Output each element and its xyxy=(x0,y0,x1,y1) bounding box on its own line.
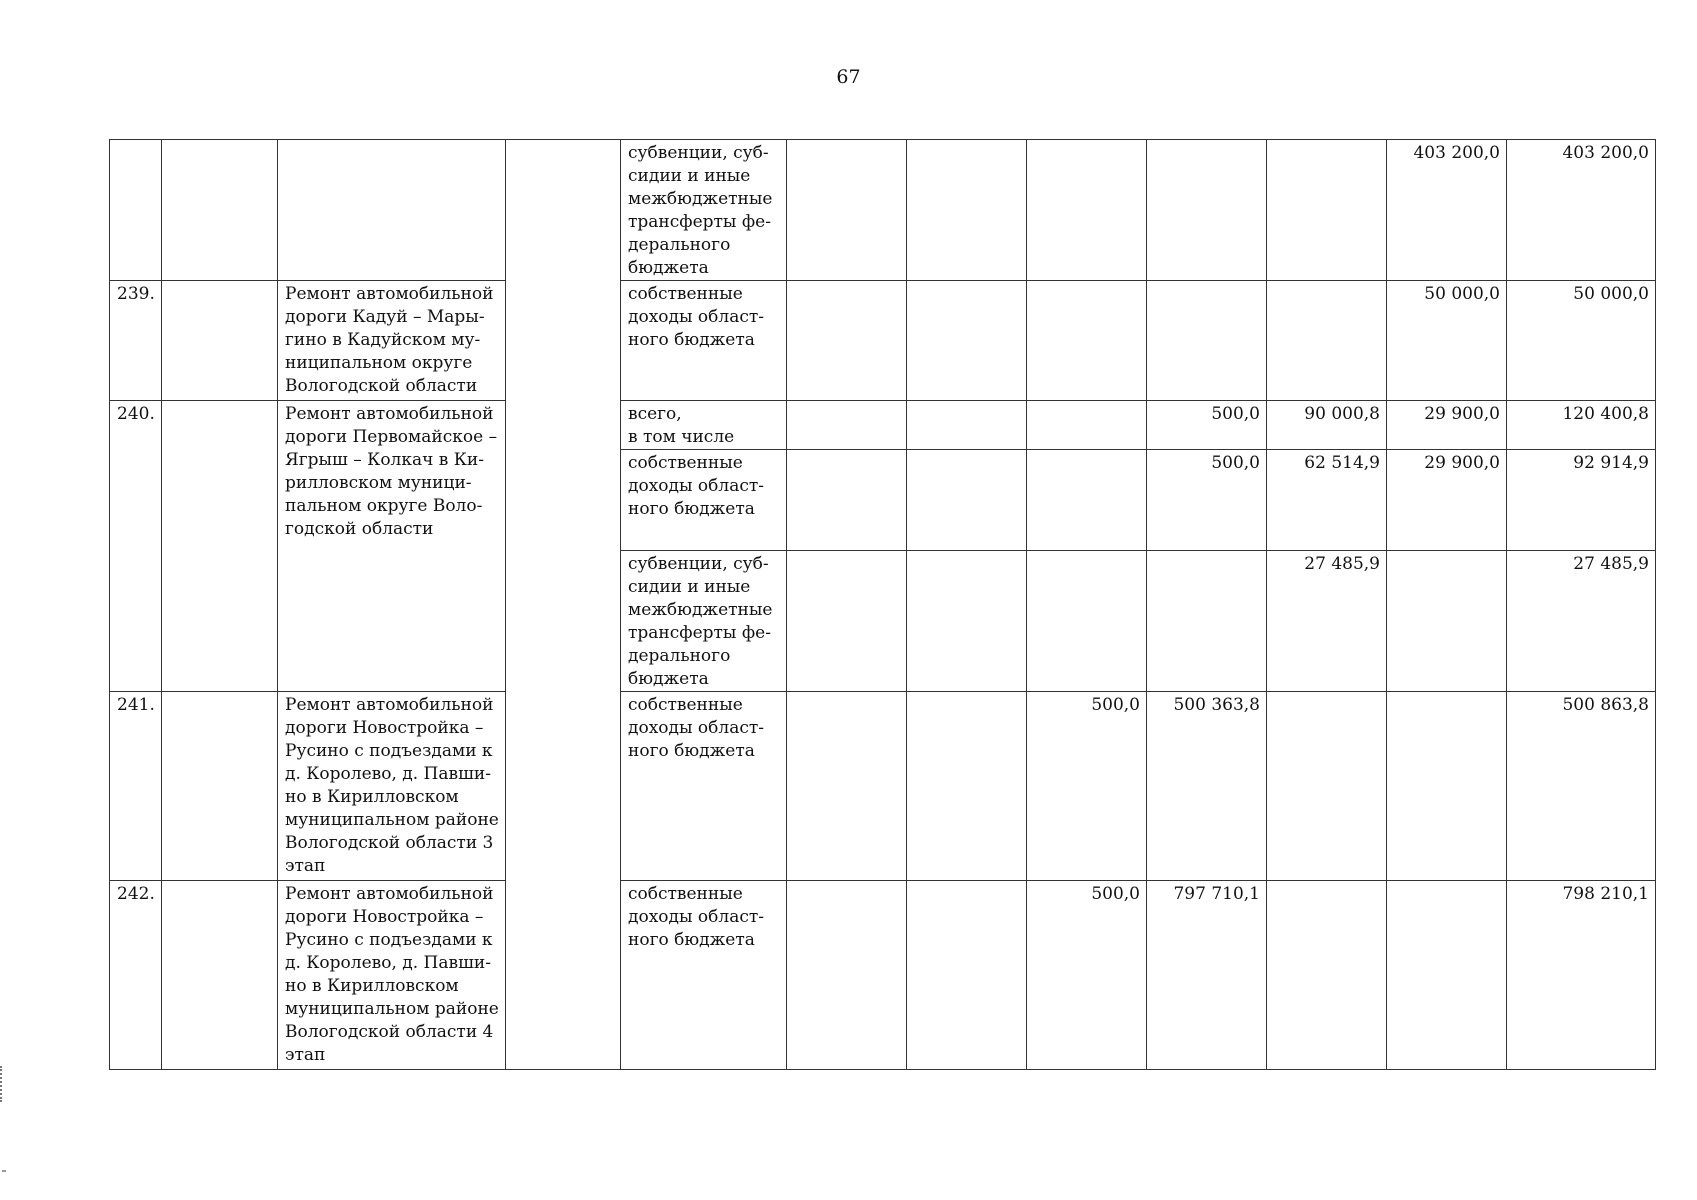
value-cell: 797 710,1 xyxy=(1147,881,1267,1070)
table-row xyxy=(110,881,1656,1070)
value-cell xyxy=(787,140,907,281)
value-cell xyxy=(1267,281,1387,401)
value-cell: 27 485,9 xyxy=(1267,551,1387,692)
value-cell: 90 000,8 xyxy=(1267,401,1387,450)
value-cell xyxy=(1147,140,1267,281)
total-cell: 403 200,0 xyxy=(1507,140,1656,281)
value-cell xyxy=(907,881,1027,1070)
value-cell xyxy=(787,401,907,450)
funding-source: всего, в том числе xyxy=(621,401,787,450)
object-name: Ремонт автомобильной дороги Новостройка – Русино с подъездами к д. Королево, д. Павши- но в Кирилловском муниципальном районе Вологодской области 4 этап xyxy=(278,881,506,1070)
value-cell: 62 514,9 xyxy=(1267,450,1387,551)
empty-cell xyxy=(162,881,278,1070)
budget-table xyxy=(109,139,1656,1070)
value-cell xyxy=(787,551,907,692)
funding-source: собственные доходы област- ного бюджета xyxy=(621,692,787,881)
value-cell xyxy=(1027,401,1147,450)
total-cell: 50 000,0 xyxy=(1507,281,1656,401)
value-cell xyxy=(1027,281,1147,401)
value-cell xyxy=(907,281,1027,401)
value-cell xyxy=(1387,551,1507,692)
value-cell xyxy=(907,551,1027,692)
row-index xyxy=(110,140,162,281)
value-cell xyxy=(1267,881,1387,1070)
total-cell: 27 485,9 xyxy=(1507,551,1656,692)
object-name: Ремонт автомобильной дороги Новостройка – Русино с подъездами к д. Королево, д. Павши- но в Кирилловском муниципальном районе Вологодской области 3 этап xyxy=(278,692,506,881)
value-cell xyxy=(907,450,1027,551)
value-cell: 29 900,0 xyxy=(1387,401,1507,450)
total-cell: 500 863,8 xyxy=(1507,692,1656,881)
value-cell xyxy=(787,450,907,551)
row-index: 242. xyxy=(110,881,162,1070)
row-index: 239. xyxy=(110,281,162,401)
page-number: 67 xyxy=(836,66,861,88)
object-name xyxy=(278,140,506,281)
value-cell: 500 363,8 xyxy=(1147,692,1267,881)
object-name: Ремонт автомобильной дороги Кадуй – Мары- гино в Кадуйском му- ниципальном округе Вологодской области xyxy=(278,281,506,401)
value-cell: 29 900,0 xyxy=(1387,450,1507,551)
funding-source: субвенции, суб- сидии и иные межбюджетные трансферты фе- дерального бюджета xyxy=(621,140,787,281)
value-cell xyxy=(1147,551,1267,692)
value-cell: 50 000,0 xyxy=(1387,281,1507,401)
value-cell xyxy=(1027,551,1147,692)
empty-cell xyxy=(506,140,621,1070)
value-cell xyxy=(787,881,907,1070)
value-cell xyxy=(1027,140,1147,281)
value-cell xyxy=(1267,140,1387,281)
scan-margin-mark xyxy=(2,1170,6,1172)
scan-margin-mark xyxy=(0,1066,7,1102)
value-cell: 500,0 xyxy=(1147,401,1267,450)
value-cell xyxy=(907,140,1027,281)
empty-cell xyxy=(162,281,278,401)
empty-cell xyxy=(162,140,278,281)
value-cell xyxy=(1267,692,1387,881)
funding-source: собственные доходы област- ного бюджета xyxy=(621,881,787,1070)
total-cell: 92 914,9 xyxy=(1507,450,1656,551)
funding-source: собственные доходы област- ного бюджета xyxy=(621,450,787,551)
value-cell xyxy=(1387,881,1507,1070)
value-cell xyxy=(907,401,1027,450)
value-cell: 500,0 xyxy=(1027,692,1147,881)
object-name: Ремонт автомобильной дороги Первомайское – Ягрыш – Колкач в Ки- рилловском муници- пальном округе Воло- годской области xyxy=(278,401,506,692)
value-cell xyxy=(1387,692,1507,881)
value-cell xyxy=(1027,450,1147,551)
value-cell: 403 200,0 xyxy=(1387,140,1507,281)
funding-source: субвенции, суб- сидии и иные межбюджетные трансферты фе- дерального бюджета xyxy=(621,551,787,692)
total-cell: 120 400,8 xyxy=(1507,401,1656,450)
row-index: 241. xyxy=(110,692,162,881)
value-cell xyxy=(907,692,1027,881)
value-cell xyxy=(787,692,907,881)
total-cell: 798 210,1 xyxy=(1507,881,1656,1070)
row-index: 240. xyxy=(110,401,162,692)
table-row xyxy=(110,281,1656,401)
empty-cell xyxy=(162,401,278,692)
table-row xyxy=(110,140,1656,281)
funding-source: собственные доходы област- ного бюджета xyxy=(621,281,787,401)
table-row xyxy=(110,692,1656,881)
table-row xyxy=(110,401,1656,450)
value-cell xyxy=(787,281,907,401)
value-cell: 500,0 xyxy=(1147,450,1267,551)
empty-cell xyxy=(162,692,278,881)
value-cell xyxy=(1147,281,1267,401)
value-cell: 500,0 xyxy=(1027,881,1147,1070)
